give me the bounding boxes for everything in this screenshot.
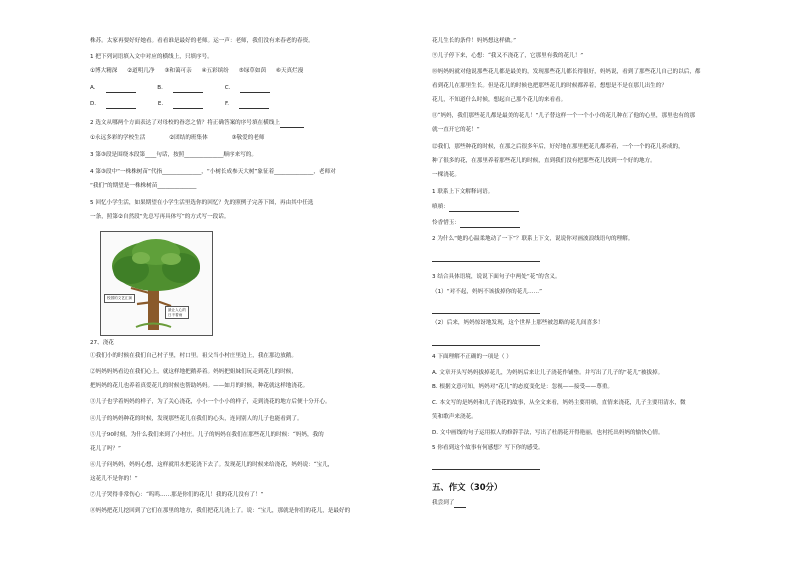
answer-blank[interactable]	[106, 102, 136, 109]
passage-line: 花儿了吗？”	[90, 446, 121, 452]
passage-line: ⑧妈妈把花儿挖回到了它们在那里的地方，我们把花儿浇上了。说：“宝儿，那就是你们的花儿，是最好的	[90, 508, 351, 514]
answer-blank[interactable]	[240, 86, 270, 93]
question-1-title: 1 把下列词语填入文中对应的横线上，只填序号。	[90, 54, 213, 60]
memory-tree-figure	[100, 231, 213, 336]
passage-line: 花儿生长的条件！妈妈想这样做。”	[432, 38, 516, 44]
right-question-4-d: D. 文中画线的句子运用拟人的修辞手法，写出了杜鹃花开得艳丽，也衬托出妈妈的愉快心情。	[432, 430, 664, 436]
passage-number: 27、浇花	[90, 340, 114, 346]
passage-line: ②妈妈妈妈看边在我们心上，就这样地把鹅养着。妈妈把姐妹们玩走到花儿的时候，	[90, 369, 297, 375]
question-1-blanks-row-1: A. B. C.	[90, 85, 290, 93]
right-question-1b: 怜香惜玉：	[432, 220, 520, 228]
right-question-3: 3 结合具体语境，说说下面句子中两处“花”的含义。	[432, 274, 561, 280]
passage-line: 这花儿不是你的！”	[90, 476, 138, 482]
answer-blank[interactable]	[454, 501, 466, 508]
passage-line: ④儿子的妈妈种花的时候，发现那些花儿在我们的心头，连同别人的儿子也能看到了。	[90, 416, 303, 422]
tree-label-left: 校园的文艺汇演	[104, 294, 135, 303]
option: ②团结的班集体	[169, 135, 208, 141]
passage-line: ⑤儿子90时刻，为什么我们来到了小村庄。儿子的妈妈在我们在那些花儿的时候：“妈妈，我的	[90, 432, 324, 438]
passage-line: ⑫我们，那些种花的时候，在那之后很多年后，好好地在那里把花儿都养着，一个一个的花儿养成的，	[432, 144, 684, 150]
passage-line: ⑨儿子停下来，心想：“我又不浇花了，它那里有我的花儿！”	[432, 53, 584, 59]
right-question-3-1: （1）“对不起，妈妈不该拔掉你的花儿……”	[432, 289, 543, 295]
answer-line[interactable]	[432, 260, 540, 262]
answer-blank[interactable]	[173, 102, 203, 109]
right-question-4-a: A. 文章开头写妈妈拔掉花儿，为妈妈后来让儿子浇花作铺垫。并写出了儿子的“花儿”被拔掉。	[432, 370, 664, 376]
question-1-blanks-row-2: D. E. F.	[90, 101, 289, 109]
right-question-4-b: B. 根据文意可知，妈妈对“花儿”的态度变化是：忽视——接受——尊重。	[432, 384, 614, 390]
passage-line: 就一直开它的花！”	[432, 127, 480, 133]
option: ③和蔼可亲	[164, 68, 192, 74]
question-1-options	[90, 68, 311, 76]
passage-line: 看到花儿在那里生长。但是花儿的时候也把那些花儿的时候都养着，想想是不是在那儿出生的？	[432, 83, 667, 89]
question-5: 5 回忆小学生活，如果期望在小学生活里选你的回忆？先的照例子完善下图，再由其中任选	[90, 200, 314, 206]
right-question-3-2: （2）后来，妈妈惊讶地发现，这个世界上那些被忽略的花儿间喜多！	[432, 320, 604, 326]
right-question-1a: 嗔嗔：	[432, 204, 519, 212]
answer-blank[interactable]	[449, 205, 519, 212]
answer-blank[interactable]	[280, 121, 304, 128]
passage-line: ⑦儿子哭得非常伤心：“呜呜……那是你们的花儿！我的花儿没有了！”	[90, 492, 264, 498]
answer-line[interactable]	[432, 468, 540, 470]
option: ①博大精深	[90, 68, 118, 74]
passage-line: ⑩妈妈妈就对他说那些花儿都是最美的，发现那些花儿都长得很好，妈妈说，看到了那些花儿自己的以后，都	[432, 69, 701, 75]
section-title-essay: 五、作文（30分）	[432, 482, 503, 492]
answer-line[interactable]	[432, 344, 540, 346]
passage-line: 种了很多的花，在那里养着那些花儿的时候，直到我们没有把那些花儿找到一个好的地方。	[432, 158, 656, 164]
question-2-options	[90, 135, 272, 143]
passage-line: ①我们小的时候在我们自己村子里，村口里。祖父当小村庄里边上，我在那边放鹅。	[90, 353, 297, 359]
right-question-1: 1 联系上下文解释词语。	[432, 189, 494, 195]
tree-drawing	[101, 232, 212, 335]
option: ⑤绿草如茵	[238, 68, 267, 74]
answer-line[interactable]	[432, 312, 540, 314]
tree-label-right: 最让人心的 日不着雨	[165, 306, 189, 319]
option: ⑥天真烂漫	[275, 68, 304, 74]
question-2-title: 2 选文从哪两个方面表达了对母校的眷恋之情？将正确答案的序号填在横线上	[90, 120, 304, 128]
answer-blank[interactable]	[173, 86, 203, 93]
right-question-5: 5 你看到这个故事有何感想？写下你的感受。	[432, 445, 544, 451]
question-5-cont: 一条，照第②自然段“先总写再具体写”的方式写一段话。	[90, 214, 230, 220]
passage-line: ③儿子也学着妈妈的样子，为了关心浇花，小小一个小小的样子，走到浇花的地方后便十分开心。	[90, 399, 331, 405]
text-line: 株苏。太家再要好好她看。看看谁是最好的老师。运一声：老师，我们没有来春老的春资。	[90, 38, 314, 44]
passage-line: ⑪“妈妈，我们那些花儿都是最美的花儿！”儿子替这样一个一个小小的花儿种在了他的心里，那里也有的那	[432, 113, 696, 119]
answer-blank[interactable]	[460, 221, 520, 228]
option: ③敬爱的老师	[231, 135, 265, 141]
passage-line: 一棵浇花。	[432, 172, 460, 178]
question-4: 4 第③段中“一株株树苗”代指______________，“小树长成参天大树”象征着______________，老师对	[90, 169, 336, 175]
question-3: 3 第③段是围绕本段第____句话，按照______________顺序来写的。	[90, 152, 257, 158]
option: ②道明几净	[127, 68, 155, 74]
option: ①永远多彩的学校生活	[90, 135, 146, 141]
answer-blank[interactable]	[239, 102, 269, 109]
right-question-4-c: C. 本文写的是妈妈和儿子浇花的故事，从全文来看，妈妈主要用嗔，直情来浇花，儿子主要用清水，微	[432, 400, 686, 406]
passage-line: ⑥儿子问妈妈，妈妈心想，这样就用水把花浇下去了。发现花儿的时候来给浇花，妈妈说：“宝儿，	[90, 462, 334, 468]
passage-line: 花儿，不知道什么时候，想起自己那个花儿的来看看。	[432, 97, 567, 103]
right-question-2: 2 为什么“她的心温柔地动了一下”？联系上下文，说说你对画波浪线语句的理解。	[432, 236, 634, 242]
essay-prompt: 我尝到了	[432, 500, 466, 508]
right-question-4-c-cont: 笑和歌声来浇花。	[432, 414, 477, 420]
answer-blank[interactable]	[106, 86, 136, 93]
passage-line: 把妈妈的花儿也养着真爱花儿的时候也帮助妈妈。——如月的时候，种花就这样地浇花。	[90, 383, 309, 389]
right-question-4: 4 下面理解不正确的一项是（ ）	[432, 354, 512, 360]
option: ④五彩缤纷	[201, 68, 229, 74]
question-4-cont: “我们”的期望是一株株树苗______________	[90, 183, 197, 189]
